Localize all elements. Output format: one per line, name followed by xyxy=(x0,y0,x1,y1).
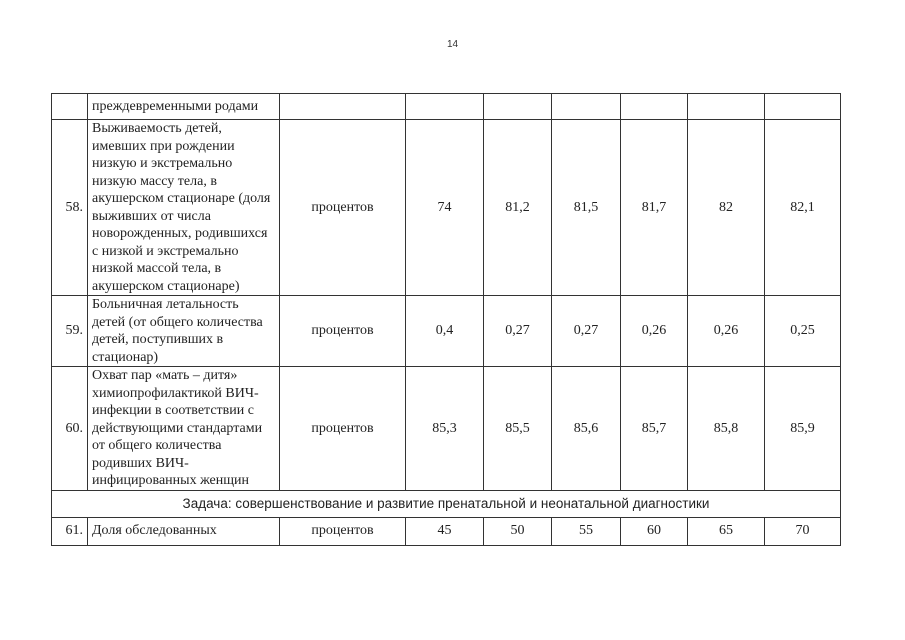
task-heading: Задача: совершенствование и развитие пренатальной и неонатальной диагностики xyxy=(52,490,841,517)
row-unit: процентов xyxy=(280,296,406,367)
row-value xyxy=(552,94,621,120)
table-row xyxy=(52,296,841,367)
row-value xyxy=(688,94,765,120)
row-unit: процентов xyxy=(280,517,406,545)
row-unit xyxy=(280,94,406,120)
row-value xyxy=(621,94,688,120)
row-number: 61. xyxy=(52,517,88,545)
table-row xyxy=(52,120,841,296)
row-value: 0,27 xyxy=(552,296,621,367)
row-value: 0,26 xyxy=(621,296,688,367)
row-description: Охват пар «мать – дитя» химиопрофилактикой ВИЧ-инфекции в соответствии с действующими стандартами от общего количества родивших ВИЧ-инфицированных женщин xyxy=(88,367,280,491)
row-value xyxy=(484,94,552,120)
row-unit: процентов xyxy=(280,120,406,296)
row-number: 60. xyxy=(52,367,88,491)
indicators-table xyxy=(51,93,841,546)
table-row xyxy=(52,367,841,491)
row-value: 0,27 xyxy=(484,296,552,367)
row-value: 81,7 xyxy=(621,120,688,296)
row-value: 50 xyxy=(484,517,552,545)
row-value: 85,8 xyxy=(688,367,765,491)
row-value: 85,3 xyxy=(406,367,484,491)
row-value: 65 xyxy=(688,517,765,545)
row-value: 60 xyxy=(621,517,688,545)
row-description: Доля обследованных xyxy=(88,517,280,545)
row-value: 85,5 xyxy=(484,367,552,491)
row-unit: процентов xyxy=(280,367,406,491)
row-value: 45 xyxy=(406,517,484,545)
page-number: 14 xyxy=(446,39,459,50)
row-value: 55 xyxy=(552,517,621,545)
row-description: Выживаемость детей, имевших при рождении низкую и экстремально низкую массу тела, в акушерском стационаре (доля выживших от числа новорожденных, родившихся с низкой и экстремально низкой массой тела, в акушерском стационаре) xyxy=(88,120,280,296)
row-value: 85,9 xyxy=(765,367,841,491)
row-value: 0,4 xyxy=(406,296,484,367)
row-description: Больничная летальность детей (от общего количества детей, поступивших в стационар) xyxy=(88,296,280,367)
row-value: 85,7 xyxy=(621,367,688,491)
row-number: 58. xyxy=(52,120,88,296)
row-value: 70 xyxy=(765,517,841,545)
row-value: 81,5 xyxy=(552,120,621,296)
table-row xyxy=(52,517,841,545)
row-value xyxy=(765,94,841,120)
row-number: 59. xyxy=(52,296,88,367)
row-value xyxy=(406,94,484,120)
row-description: преждевременными родами xyxy=(88,94,280,120)
row-value: 81,2 xyxy=(484,120,552,296)
row-value: 85,6 xyxy=(552,367,621,491)
row-value: 74 xyxy=(406,120,484,296)
task-row xyxy=(52,490,841,517)
row-value: 82,1 xyxy=(765,120,841,296)
row-value: 0,25 xyxy=(765,296,841,367)
row-value: 82 xyxy=(688,120,765,296)
row-value: 0,26 xyxy=(688,296,765,367)
row-number xyxy=(52,94,88,120)
table-row xyxy=(52,94,841,120)
